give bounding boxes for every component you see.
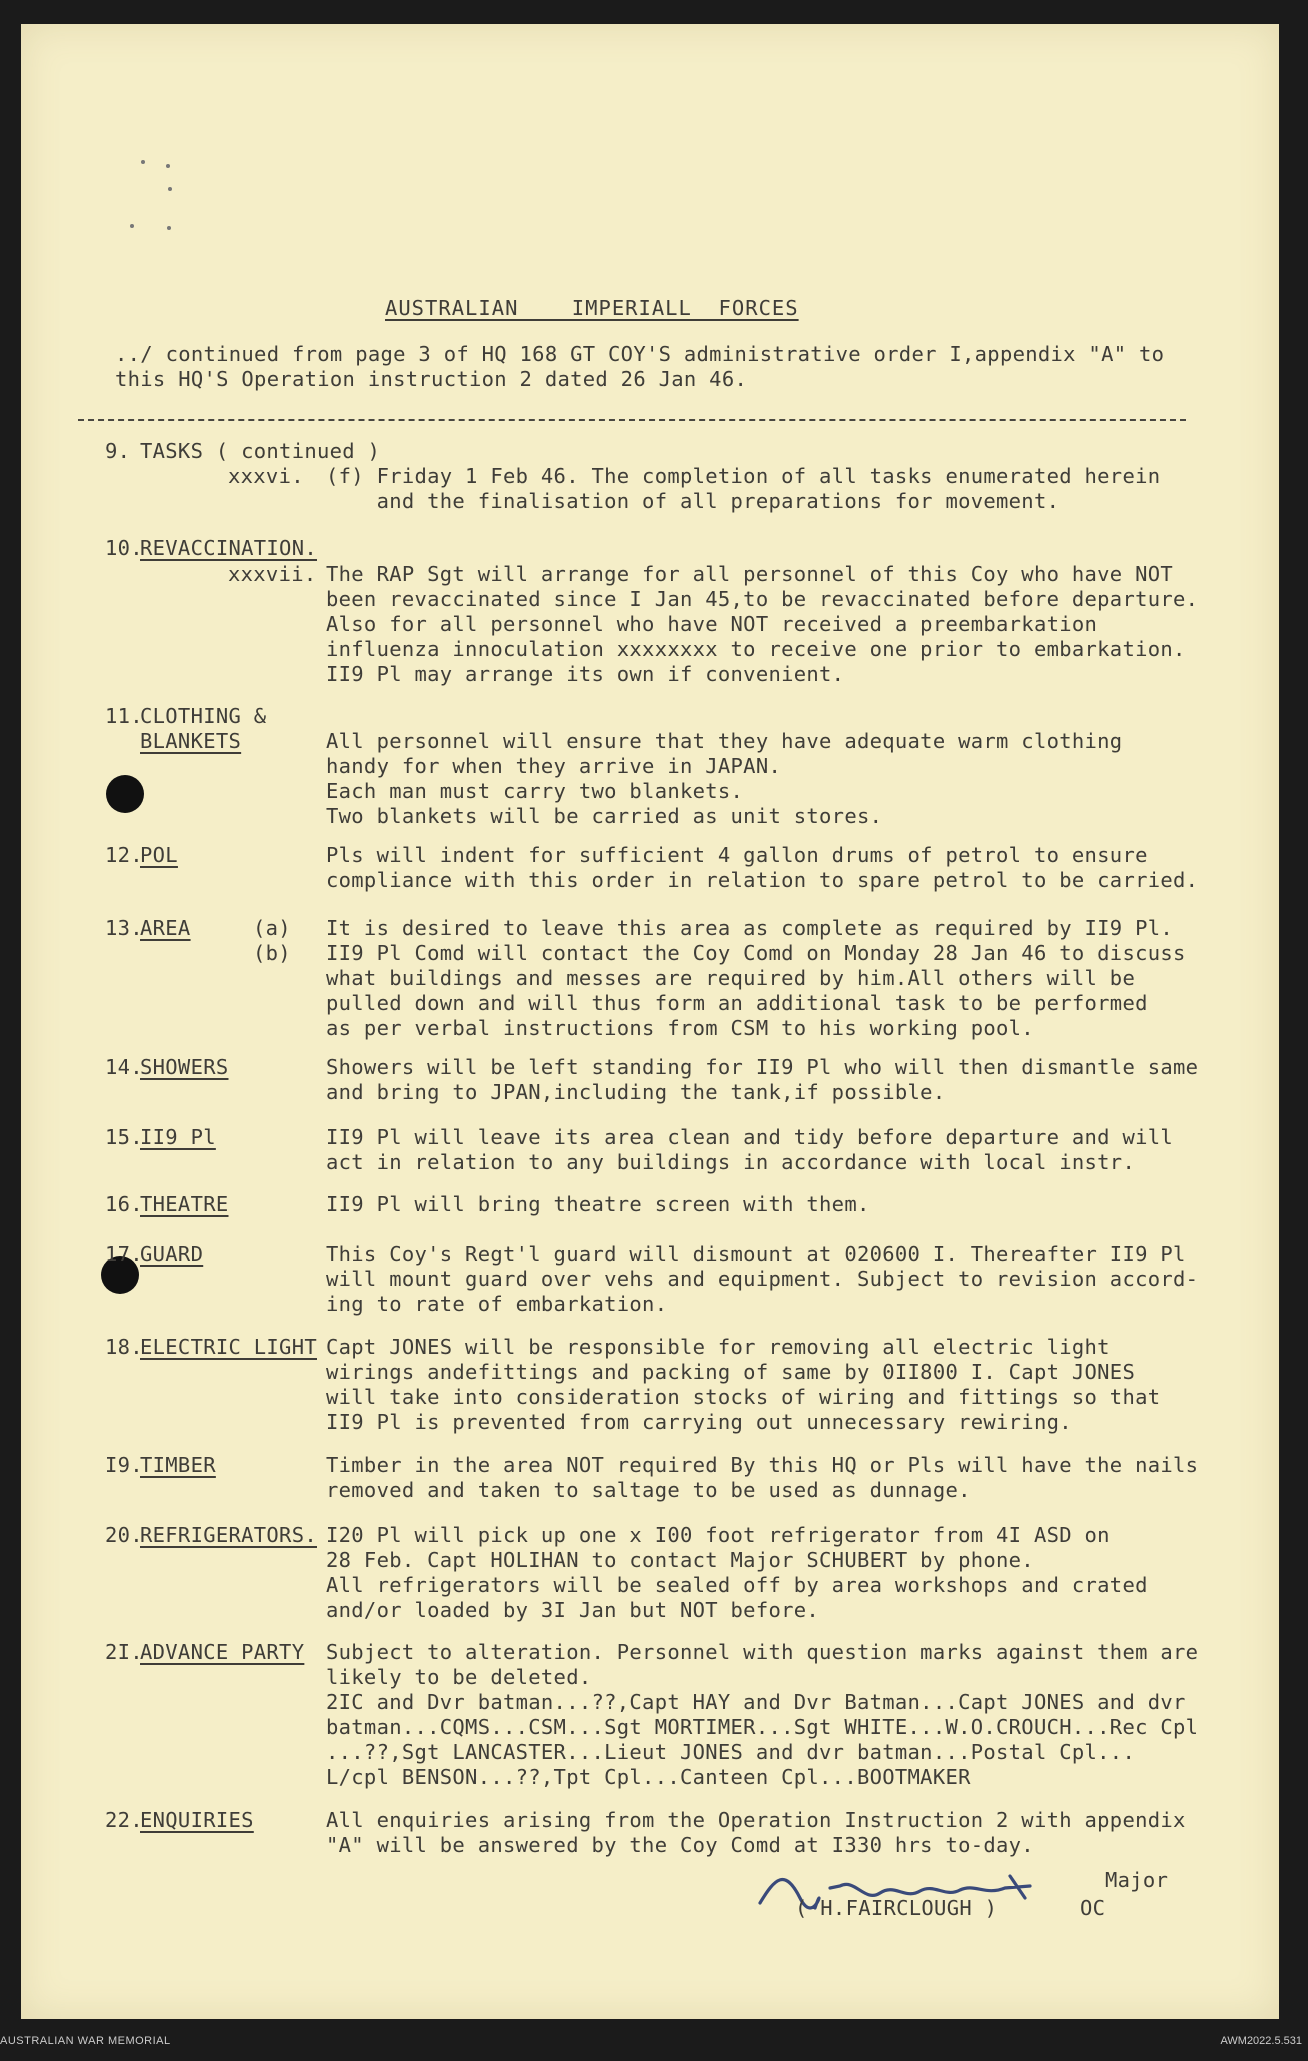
item-number: 15.: [105, 1125, 143, 1149]
item-text: II9 Pl Comd will contact the Coy Comd on Monday 28 Jan 46 to discuss: [326, 941, 1186, 965]
stain-mark: [167, 226, 171, 230]
item-number: 11.: [105, 704, 143, 728]
item-text: This Coy's Regt'l guard will dismount at 020600 I. Thereafter II9 Pl: [326, 1242, 1186, 1266]
item-text: as per verbal instructions from CSM to his working pool.: [326, 1016, 1034, 1040]
item-heading-clothing: CLOTHING &: [140, 704, 267, 728]
item-number: 12.: [105, 843, 143, 867]
item-heading-area: AREA: [140, 916, 191, 940]
item-text: Each man must carry two blankets.: [326, 779, 744, 803]
item-text: will mount guard over vehs and equipment. Subject to revision accord-: [326, 1267, 1199, 1291]
item-text: It is desired to leave this area as complete as required by II9 Pl.: [326, 916, 1174, 940]
item-text: "A" will be answered by the Coy Comd at I330 hrs to-day.: [326, 1833, 1034, 1857]
item-number: 9.: [105, 439, 131, 463]
item-text: II9 Pl may arrange its own if convenient.: [326, 662, 845, 686]
item-number: 10.: [105, 536, 143, 560]
item-text: and/or loaded by 3I Jan but NOT before.: [326, 1598, 820, 1622]
item-number: I9.: [105, 1453, 143, 1477]
item-number: 2I.: [105, 1640, 143, 1664]
item-text: ing to rate of embarkation.: [326, 1292, 668, 1316]
item-text: Pls will indent for sufficient 4 gallon drums of petrol to ensure: [326, 843, 1148, 867]
item-text: All personnel will ensure that they have adequate warm clothing: [326, 729, 1123, 753]
item-text: ...??,Sgt LANCASTER...Lieut JONES and dvr batman...Postal Cpl...: [326, 1740, 1136, 1764]
item-text: Two blankets will be carried as unit stores.: [326, 804, 883, 828]
item-text: II9 Pl will bring theatre screen with them.: [326, 1192, 870, 1216]
item-text: pulled down and will thus form an additional task to be performed: [326, 991, 1148, 1015]
signatory-rank: Major: [1105, 1868, 1169, 1892]
item-text: II9 Pl is prevented from carrying out unnecessary rewiring.: [326, 1410, 1072, 1434]
item-text: compliance with this order in relation to spare petrol to be carried.: [326, 868, 1199, 892]
item-text: likely to be deleted.: [326, 1665, 592, 1689]
item-text: Capt JONES will be responsible for removing all electric light: [326, 1335, 1110, 1359]
item-heading-refrigerators: REFRIGERATORS.: [140, 1523, 317, 1547]
item-text: Also for all personnel who have NOT received a preembarkation: [326, 612, 1098, 636]
sub-paragraph-number: (a): [253, 916, 291, 940]
archive-credit: AUSTRALIAN WAR MEMORIAL: [0, 2035, 171, 2047]
item-text: 2IC and Dvr batman...??,Capt HAY and Dvr Batman...Capt JONES and dvr: [326, 1690, 1186, 1714]
item-text: Showers will be left standing for II9 Pl who will then dismantle same: [326, 1055, 1199, 1079]
item-heading-enquiries: ENQUIRIES: [140, 1808, 254, 1832]
item-heading-guard: GUARD: [140, 1242, 204, 1266]
punch-hole: [106, 775, 144, 813]
item-text: L/cpl BENSON...??,Tpt Cpl...Canteen Cpl...BOOTMAKER: [326, 1765, 971, 1789]
sub-paragraph-number: xxxvii.: [228, 562, 317, 586]
intro-line: ../ continued from page 3 of HQ 168 GT COY'S administrative order I,appendix "A" to: [115, 342, 1165, 366]
item-text: and the finalisation of all preparations for movement.: [326, 489, 1060, 513]
item-text: Timber in the area NOT required By this HQ or Pls will have the nails: [326, 1453, 1199, 1477]
item-heading-119-pl: II9 Pl: [140, 1125, 216, 1149]
intro-line: this HQ'S Operation instruction 2 dated 26 Jan 46.: [115, 367, 748, 391]
sub-paragraph-number: (b): [253, 941, 291, 965]
item-text: will take into consideration stocks of wiring and fittings so that: [326, 1385, 1161, 1409]
item-number: 22.: [105, 1808, 143, 1832]
stain-mark: [166, 164, 170, 168]
item-text: removed and taken to saltage to be used as dunnage.: [326, 1478, 971, 1502]
sub-paragraph-number: xxxvi.: [228, 464, 304, 488]
item-text: act in relation to any buildings in accordance with local instr.: [326, 1150, 1136, 1174]
item-number: 14.: [105, 1055, 143, 1079]
item-text: batman...CQMS...CSM...Sgt MORTIMER...Sgt WHITE...W.O.CROUCH...Rec Cpl: [326, 1715, 1199, 1739]
item-text: II9 Pl will leave its area clean and tidy before departure and will: [326, 1125, 1174, 1149]
item-text: and bring to JPAN,including the tank,if possible.: [326, 1080, 946, 1104]
item-text: All enquiries arising from the Operation Instruction 2 with appendix: [326, 1808, 1186, 1832]
dashed-rule: [78, 419, 1186, 421]
item-text: I20 Pl will pick up one x I00 foot refrigerator from 4I ASD on: [326, 1523, 1110, 1547]
item-heading-theatre: THEATRE: [140, 1192, 229, 1216]
item-text: Subject to alteration. Personnel with question marks against them are: [326, 1640, 1199, 1664]
item-heading-tasks: TASKS ( continued ): [140, 439, 381, 463]
item-text: All refrigerators will be sealed off by area workshops and crated: [326, 1573, 1148, 1597]
item-heading-blankets: BLANKETS: [140, 729, 242, 753]
stain-mark: [130, 224, 134, 228]
item-text: handy for when they arrive in JAPAN.: [326, 754, 782, 778]
stain-mark: [168, 187, 172, 191]
signatory-role: OC: [1080, 1896, 1106, 1920]
archive-reference: AWM2022.5.531: [1220, 2035, 1302, 2047]
item-number: 16.: [105, 1192, 143, 1216]
item-number: 13.: [105, 916, 143, 940]
item-number: 20.: [105, 1523, 143, 1547]
item-text: The RAP Sgt will arrange for all personnel of this Coy who have NOT: [326, 562, 1174, 586]
item-heading-showers: SHOWERS: [140, 1055, 229, 1079]
document-heading: AUSTRALIAN IMPERIALL FORCES: [385, 296, 799, 320]
item-number: 17.: [105, 1242, 143, 1266]
item-text: been revaccinated since I Jan 45,to be revaccinated before departure.: [326, 587, 1199, 611]
signatory-name: ( H.FAIRCLOUGH ): [795, 1896, 998, 1920]
item-heading-revaccination: REVACCINATION.: [140, 536, 317, 560]
item-heading-pol: POL: [140, 843, 178, 867]
item-text: wirings andefittings and packing of same by 0II800 I. Capt JONES: [326, 1360, 1136, 1384]
item-text: (f) Friday 1 Feb 46. The completion of all tasks enumerated herein: [326, 464, 1161, 488]
item-text: influenza innoculation xxxxxxxx to receive one prior to embarkation.: [326, 637, 1186, 661]
item-text: 28 Feb. Capt HOLIHAN to contact Major SCHUBERT by phone.: [326, 1548, 1034, 1572]
item-text: what buildings and messes are required by him.All others will be: [326, 966, 1136, 990]
item-heading-timber: TIMBER: [140, 1453, 216, 1477]
item-heading-advance-party: ADVANCE PARTY: [140, 1640, 305, 1664]
item-heading-electric-light: ELECTRIC LIGHT: [140, 1335, 317, 1359]
item-number: 18.: [105, 1335, 143, 1359]
stain-mark: [141, 160, 145, 164]
